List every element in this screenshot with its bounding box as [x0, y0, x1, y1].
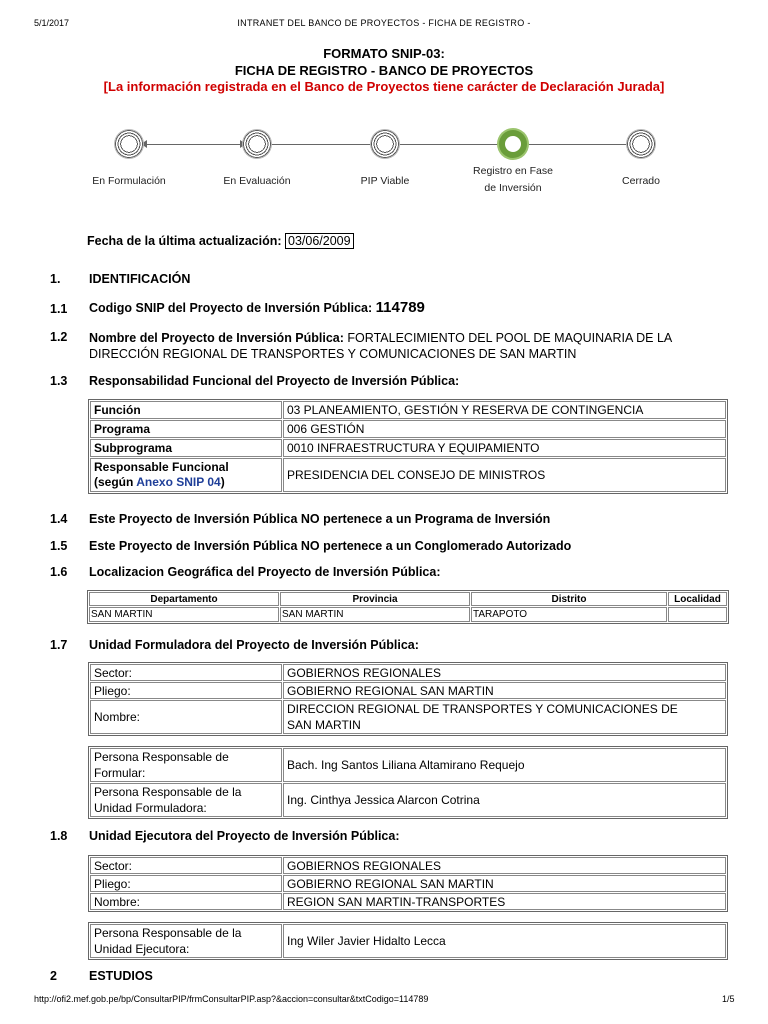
- table-row: [90, 420, 726, 438]
- section-number: 1.2: [50, 330, 68, 344]
- conglomerado-statement: Este Proyecto de Inversión Pública NO pertenece a un Conglomerado Autorizado: [89, 539, 572, 553]
- table-cell-value: DIRECCION REGIONAL DE TRANSPORTES Y COMUNICACIONES DE SAN MARTIN: [283, 700, 726, 734]
- section-number: 1.6: [50, 565, 68, 579]
- print-url: http://ofi2.mef.gob.pe/bp/ConsultarPIP/frmConsultarPIP.asp?&accion=consultar&txtCodigo=114789: [34, 994, 429, 1004]
- table-cell-value: GOBIERNOS REGIONALES: [283, 857, 726, 874]
- section-title-localizacion: Localizacion Geográfica del Proyecto de Inversión Pública:: [89, 565, 441, 579]
- table-cell-label: Programa: [90, 420, 282, 438]
- table-cell-value: 0010 INFRAESTRUCTURA Y EQUIPAMIENTO: [283, 439, 726, 457]
- table-cell-label: Persona Responsable de Formular:: [90, 748, 282, 782]
- status-steps: [40, 122, 740, 202]
- snip-code-row: Codigo SNIP del Proyecto de Inversión Pública: 114789: [89, 299, 425, 316]
- unidad-formuladora-responsables-table: [88, 746, 728, 819]
- step-label-cerrado: Cerrado: [622, 175, 660, 187]
- table-row: [90, 458, 726, 492]
- section-number: 1.: [50, 272, 61, 286]
- table-row: [90, 439, 726, 457]
- table-cell-label: Persona Responsable de la Unidad Ejecutora:: [90, 924, 282, 958]
- table-cell-value: Ing. Cinthya Jessica Alarcon Cotrina: [283, 783, 726, 817]
- step-label-pip-viable: PIP Viable: [360, 175, 410, 187]
- table-row: [90, 401, 726, 419]
- page-number: 1/5: [722, 994, 735, 1004]
- step-pip-viable-icon: [371, 130, 399, 158]
- step-label-formulacion: En Formulación: [92, 175, 166, 187]
- table-row: [90, 682, 726, 699]
- unidad-ejecutora-table: [88, 855, 728, 912]
- table-row: [90, 748, 726, 782]
- step-cerrado-icon: [627, 130, 655, 158]
- table-header-row: [89, 592, 727, 606]
- table-cell-label: Nombre:: [90, 700, 282, 734]
- section-number: 1.7: [50, 638, 68, 652]
- table-cell-value: Bach. Ing Santos Liliana Altamirano Requejo: [283, 748, 726, 782]
- table-cell-value: 03 PLANEAMIENTO, GESTIÓN Y RESERVA DE CONTINGENCIA: [283, 401, 726, 419]
- declaration-notice: [La información registrada en el Banco de Proyectos tiene carácter de Declaración Jurada]: [103, 79, 665, 94]
- table-cell: [668, 607, 727, 622]
- form-subtitle: FICHA DE REGISTRO - BANCO DE PROYECTOS: [234, 63, 534, 78]
- table-cell-value: REGION SAN MARTIN-TRANSPORTES: [283, 893, 726, 910]
- print-date: 5/1/2017: [34, 18, 70, 28]
- table-row: [90, 700, 726, 734]
- section-title-unidad-formuladora: Unidad Formuladora del Proyecto de Inversión Pública:: [89, 638, 419, 652]
- table-cell-label: Persona Responsable de la Unidad Formuladora:: [90, 783, 282, 817]
- section-number: 1.4: [50, 512, 68, 526]
- table-cell-value: 006 GESTIÓN: [283, 420, 726, 438]
- table-row: [90, 893, 726, 910]
- unidad-ejecutora-responsable-table: [88, 922, 728, 960]
- section-title-identificacion: IDENTIFICACIÓN: [89, 272, 191, 286]
- programa-inversion-statement: Este Proyecto de Inversión Pública NO pertenece a un Programa de Inversión: [89, 512, 551, 526]
- section-number: 1.5: [50, 539, 68, 553]
- table-cell-label: Nombre:: [90, 893, 282, 910]
- table-cell: SAN MARTIN: [280, 607, 470, 622]
- last-update: Fecha de la última actualización: 03/06/2009: [87, 234, 354, 248]
- responsable-funcional-label: Responsable Funcional (según Anexo SNIP 04): [90, 458, 282, 492]
- table-cell-label: Pliego:: [90, 682, 282, 699]
- table-cell-label: Pliego:: [90, 875, 282, 892]
- table-cell-label: Sector:: [90, 664, 282, 681]
- table-cell: SAN MARTIN: [89, 607, 279, 622]
- table-cell-value: GOBIERNO REGIONAL SAN MARTIN: [283, 682, 726, 699]
- table-cell-label: Subprograma: [90, 439, 282, 457]
- anexo-snip-04-link[interactable]: Anexo SNIP 04: [136, 475, 221, 489]
- section-number: 1.8: [50, 829, 68, 843]
- section-number: 1.3: [50, 374, 68, 388]
- section-title-estudios: ESTUDIOS: [89, 969, 153, 983]
- table-cell: TARAPOTO: [471, 607, 667, 622]
- snip-code-value: 114789: [375, 299, 425, 316]
- step-formulacion-icon: [115, 130, 143, 158]
- table-row: [90, 924, 726, 958]
- table-cell-value: GOBIERNOS REGIONALES: [283, 664, 726, 681]
- format-title: FORMATO SNIP-03:: [323, 46, 445, 61]
- step-label-evaluacion: En Evaluación: [223, 175, 291, 187]
- functional-responsibility-table: [88, 399, 728, 494]
- table-cell-label: Función: [90, 401, 282, 419]
- unidad-formuladora-table: [88, 662, 728, 736]
- column-header: Departamento: [89, 592, 279, 606]
- column-header: Provincia: [280, 592, 470, 606]
- table-row: [90, 857, 726, 874]
- table-cell-value: GOBIERNO REGIONAL SAN MARTIN: [283, 875, 726, 892]
- project-name: Nombre del Proyecto de Inversión Pública: FORTALECIMIENTO DEL POOL DE MAQUINARIA DE LA DIRECCIÓN REGIONAL DE TRANSPORTES Y COMUNICACIONES DE SAN MARTIN: [89, 331, 673, 361]
- print-title: INTRANET DEL BANCO DE PROYECTOS - FICHA DE REGISTRO -: [237, 18, 531, 28]
- step-registro-active-icon: [499, 130, 527, 158]
- location-table: [87, 590, 729, 624]
- column-header: Localidad: [668, 592, 727, 606]
- table-row: [90, 664, 726, 681]
- table-cell-value: PRESIDENCIA DEL CONSEJO DE MINISTROS: [283, 458, 726, 492]
- step-label-registro: Registro en Fase de Inversión: [473, 165, 553, 194]
- section-title-responsabilidad: Responsabilidad Funcional del Proyecto de Inversión Pública:: [89, 374, 460, 388]
- section-number: 2: [50, 969, 57, 983]
- table-row: [90, 875, 726, 892]
- table-cell-label: Sector:: [90, 857, 282, 874]
- table-row: [89, 607, 727, 622]
- table-cell-value: Ing Wiler Javier Hidalto Lecca: [283, 924, 726, 958]
- column-header: Distrito: [471, 592, 667, 606]
- table-row: [90, 783, 726, 817]
- step-evaluacion-icon: [243, 130, 271, 158]
- section-title-unidad-ejecutora: Unidad Ejecutora del Proyecto de Inversión Pública:: [89, 829, 400, 843]
- section-number: 1.1: [50, 302, 68, 316]
- last-update-value: 03/06/2009: [285, 233, 354, 249]
